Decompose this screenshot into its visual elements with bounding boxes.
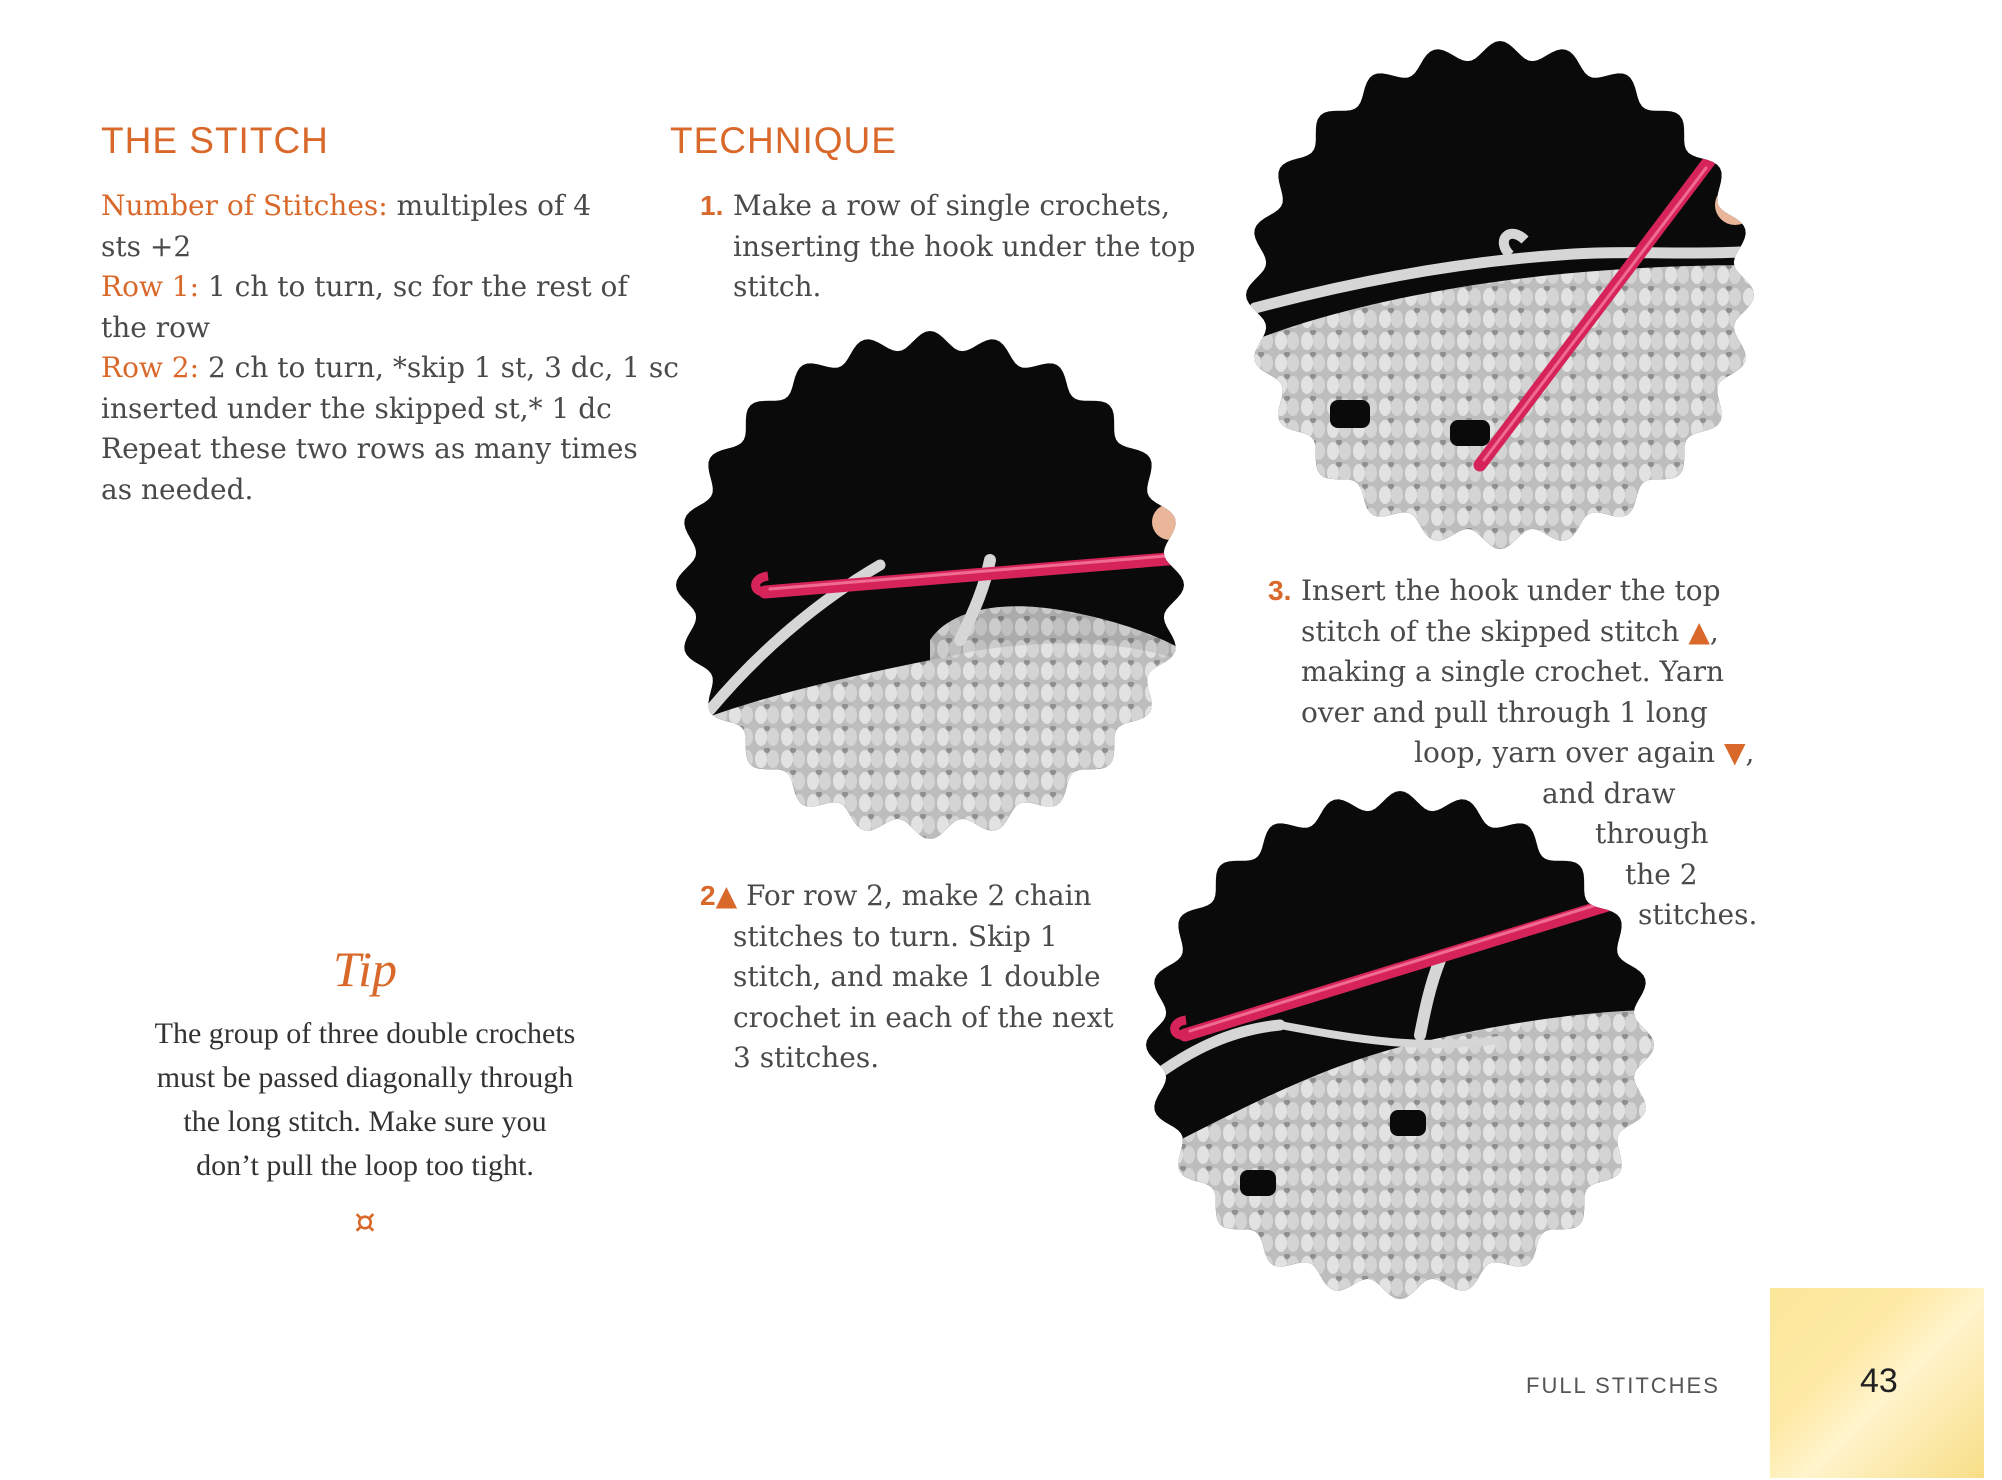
- triangle-down-marker-icon: ▼: [1723, 736, 1746, 769]
- step-2-number: 2: [700, 880, 716, 911]
- row1-label: Row 1:: [101, 270, 200, 303]
- step-3-photo: [1140, 790, 1660, 1300]
- step-1: 1. Make a row of single crochets, inserting the hook under the top stitch.: [700, 186, 1220, 308]
- page-tab: [1770, 1288, 1984, 1478]
- stitch-heading: THE STITCH: [101, 120, 329, 161]
- step-3: 3. Insert the hook under the top stitch of the skipped stitch ▲, making a single crochet. Yarn over and pull through 1 long loop, yarn over again ▼, and draw through the 2 stitches.: [1268, 571, 1768, 941]
- triangle-up-marker-icon: ▲: [715, 879, 738, 912]
- step-3-number: 3.: [1268, 575, 1292, 606]
- tip-title: Tip: [333, 941, 397, 997]
- technique-heading: TECHNIQUE: [670, 120, 897, 161]
- triangle-up-marker-icon: ▲: [1688, 614, 1710, 648]
- row2-label: Row 2:: [101, 351, 200, 384]
- step-1-number: 1.: [700, 190, 724, 221]
- page-number: 43: [1860, 1362, 1898, 1400]
- step-2-photo: [670, 330, 1190, 840]
- tip-text: The group of three double crochets must be passed diagonally through the long stitch. Make sure you don’t pull the loop too tight.: [154, 1017, 576, 1182]
- step-1-photo: [1230, 40, 1770, 550]
- step-2: 2▲ For row 2, make 2 chain stitches to turn. Skip 1 stitch, and make 1 double crochet in each of the next 3 stitches.: [700, 879, 1114, 1074]
- ornament-icon: ¤: [354, 1202, 376, 1242]
- footer-section-label: FULL STITCHES: [1526, 1373, 1720, 1398]
- stitch-details: Number of Stitches: multiples of 4 sts +2 Row 1: 1 ch to turn, sc for the rest of the row Row 2: 2 ch to turn, *skip 1 st, 3 dc, 1 sc inserted under the skipped st,* 1 dc Repeat these two rows as many times as needed.: [101, 189, 679, 506]
- number-of-stitches-label: Number of Stitches:: [101, 189, 388, 222]
